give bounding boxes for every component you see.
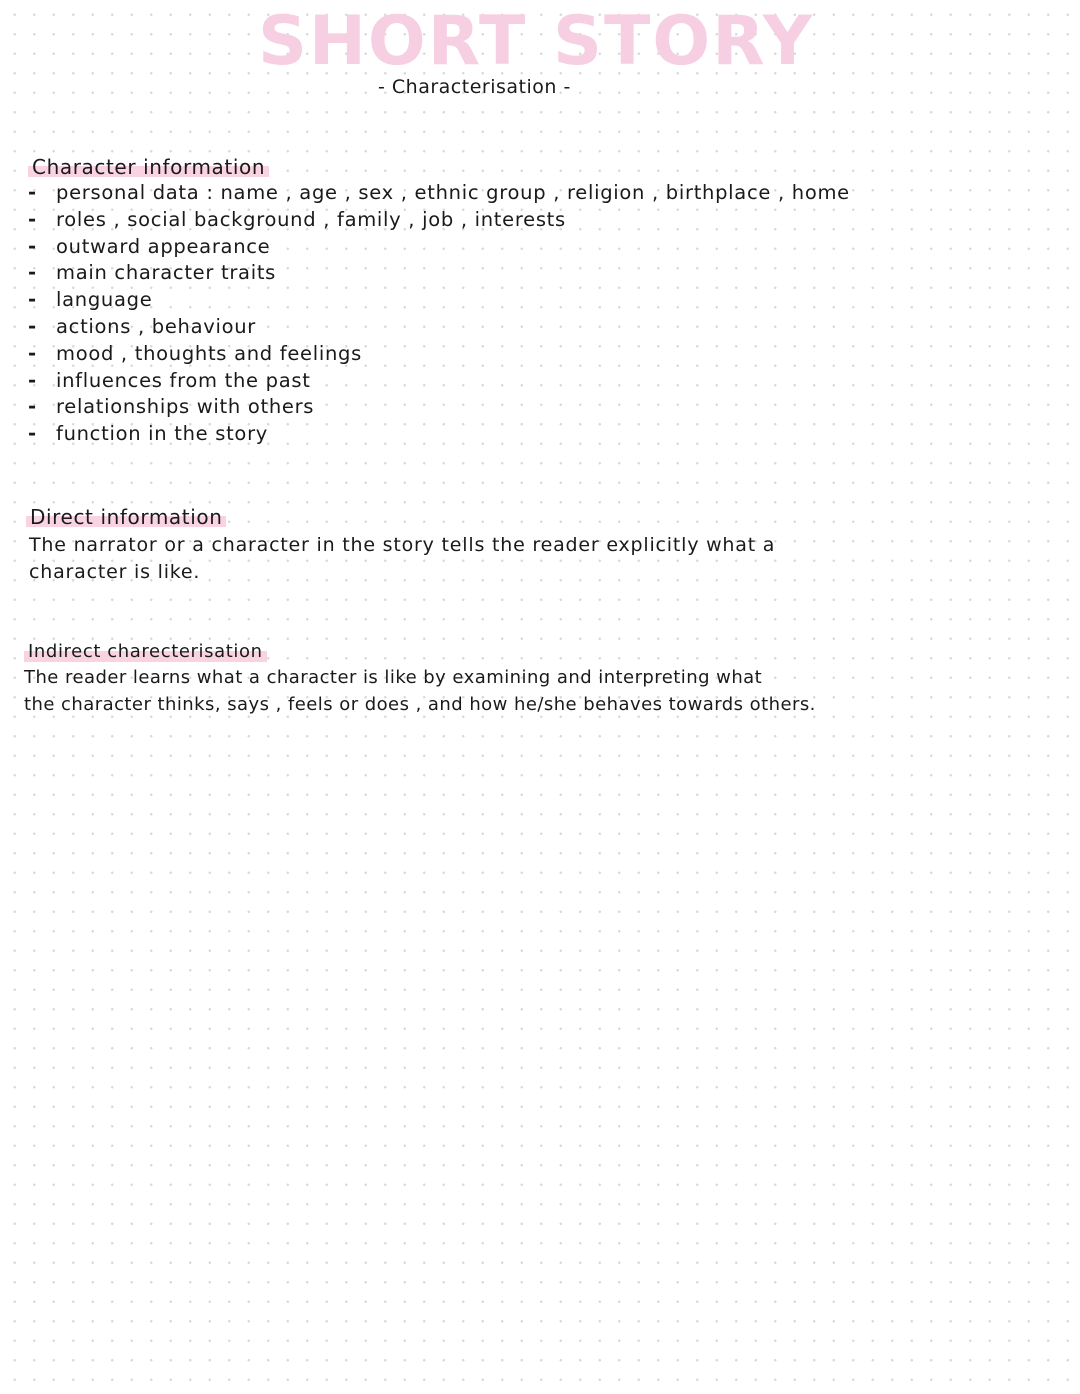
list-item-text: main character traits bbox=[56, 261, 277, 285]
list-item bbox=[28, 207, 850, 234]
list-item bbox=[28, 234, 850, 261]
bullet-dash: - bbox=[28, 234, 37, 258]
list-item-text: personal data : name , age , sex , ethnic group , religion , birthplace , home bbox=[56, 181, 850, 204]
bullet-dash: - bbox=[28, 207, 37, 231]
bullet-dash: - bbox=[28, 395, 37, 419]
list-item-text: function in the story bbox=[56, 422, 269, 446]
list-item-text: language bbox=[56, 288, 153, 312]
bullet-dash: - bbox=[28, 422, 37, 446]
list-item-text: relationships with others bbox=[56, 395, 315, 419]
list-item bbox=[28, 180, 850, 207]
paragraph-line: The narrator or a character in the story tells the reader explicitly what a bbox=[29, 534, 776, 556]
list-item-text: actions , behaviour bbox=[56, 314, 257, 338]
list-item bbox=[28, 260, 850, 287]
paragraph-line: The reader learns what a character is like by examining and interpreting what bbox=[24, 667, 763, 688]
indirect-characterisation-paragraph bbox=[24, 664, 1064, 718]
list-item bbox=[28, 394, 850, 421]
bullet-dash: - bbox=[28, 314, 37, 338]
paragraph-line: character is like. bbox=[29, 561, 201, 583]
bullet-dash: - bbox=[28, 341, 37, 365]
page-title: SHORT STORY bbox=[258, 2, 815, 81]
bullet-dash: - bbox=[28, 288, 37, 312]
heading-direct-information: Direct information bbox=[26, 505, 226, 529]
bullet-dash: - bbox=[28, 261, 37, 285]
page-subtitle: - Characterisation - bbox=[378, 76, 571, 98]
direct-information-paragraph bbox=[29, 532, 1009, 586]
heading-character-information: Character information bbox=[28, 155, 269, 179]
bullet-dash: - bbox=[28, 181, 37, 204]
list-item-text: roles , social background , family , job , interests bbox=[56, 207, 566, 231]
list-item bbox=[28, 421, 850, 448]
bullet-dash: - bbox=[28, 368, 37, 392]
heading-indirect-characterisation: Indirect charecterisation bbox=[24, 640, 267, 664]
list-item-text: outward appearance bbox=[56, 234, 271, 258]
list-item bbox=[28, 341, 850, 368]
list-item-text: influences from the past bbox=[56, 368, 311, 392]
list-item bbox=[28, 314, 850, 341]
list-item bbox=[28, 368, 850, 395]
character-information-list bbox=[28, 180, 850, 448]
list-item bbox=[28, 287, 850, 314]
list-item-text: mood , thoughts and feelings bbox=[56, 341, 362, 365]
paragraph-line: the character thinks, says , feels or does , and how he/she behaves towards others. bbox=[24, 694, 816, 715]
